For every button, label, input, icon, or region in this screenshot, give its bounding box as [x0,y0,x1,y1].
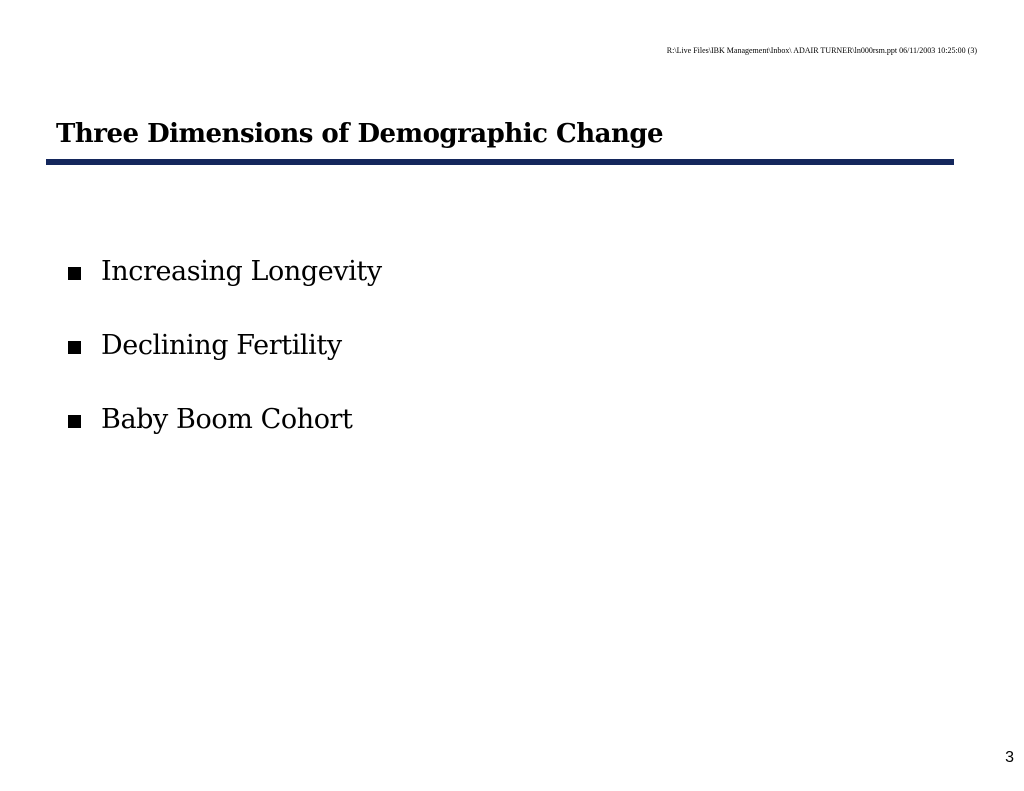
slide-title: Three Dimensions of Demographic Change [56,119,664,149]
list-item [68,254,382,328]
square-bullet-icon [68,341,81,354]
square-bullet-icon [68,415,81,428]
bullet-text: Declining Fertility [101,330,342,361]
bullet-list [68,254,382,476]
bullet-text: Increasing Longevity [101,256,382,287]
bullet-text: Baby Boom Cohort [101,404,353,435]
file-path-footer: R:\Live Files\IBK Management\Inbox\ ADAIR TURNER\ln000rsm.ppt 06/11/2003 10:25:00 (3) [666,46,977,55]
title-divider [46,159,954,165]
page-number: 3 [1005,749,1014,766]
list-item [68,328,382,402]
list-item [68,402,382,476]
square-bullet-icon [68,267,81,280]
